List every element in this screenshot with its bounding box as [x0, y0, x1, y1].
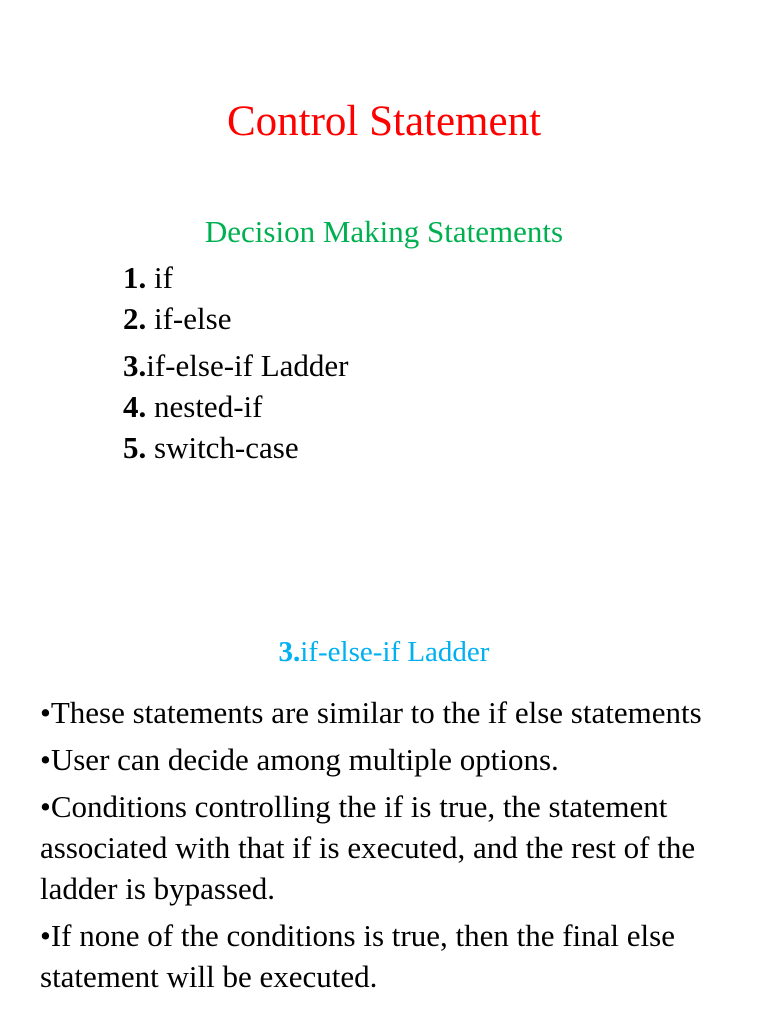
list-item-number: 2.: [123, 301, 147, 336]
list-item-text: if-else: [146, 301, 232, 336]
list-item-number: 4.: [123, 389, 147, 424]
list-item: [123, 298, 349, 339]
page-title: Control Statement: [226, 98, 542, 145]
list-item-number: 3.: [123, 348, 147, 383]
subtitle: Decision Making Statements: [204, 214, 564, 249]
list-item: [123, 345, 349, 386]
list-item: [123, 257, 349, 298]
list-item-text: if-else-if Ladder: [146, 348, 349, 383]
list-item-number: 1.: [123, 260, 147, 295]
list-item: [123, 427, 349, 468]
bullet-item: •If none of the conditions is true, then the final else statement will be executed.: [40, 918, 675, 994]
numbered-list: [123, 257, 349, 468]
section-heading-number: 3.: [278, 636, 301, 668]
bullet-item: •User can decide among multiple options.: [40, 742, 559, 777]
list-item-text: nested-if: [146, 389, 263, 424]
list-item-text: if: [146, 260, 173, 295]
bullet-item: •Conditions controlling the if is true, the statement associated with that if is executed, and the rest of the ladder is bypassed.: [40, 789, 696, 906]
list-item: [123, 386, 349, 427]
bullet-list: [40, 692, 755, 1003]
list-item-text: switch-case: [146, 430, 299, 465]
section-heading-label: if-else-if Ladder: [300, 636, 490, 668]
list-item-number: 5.: [123, 430, 147, 465]
section-heading: [0, 633, 768, 671]
bullet-item: •These statements are similar to the if else statements: [40, 695, 702, 730]
